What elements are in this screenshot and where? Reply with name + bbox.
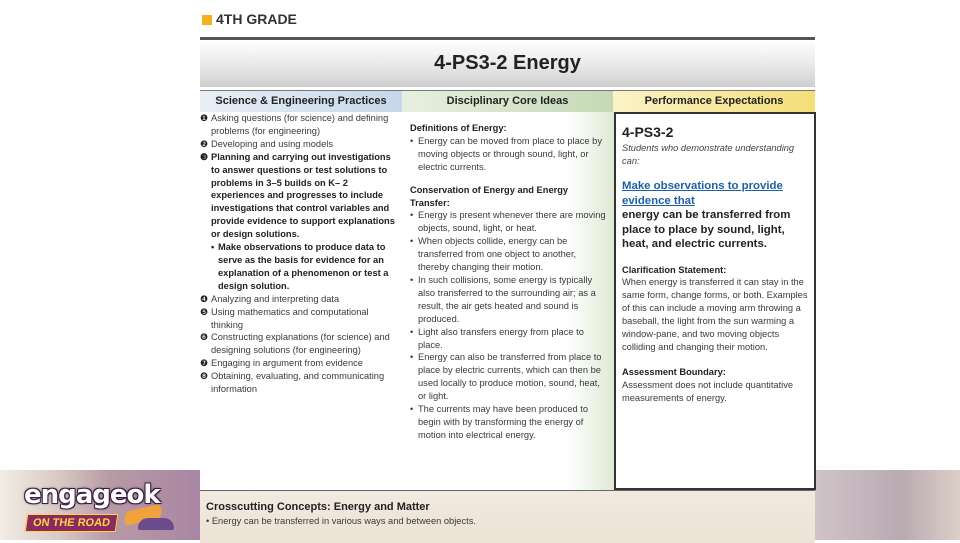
assessment-label: Assessment Boundary: bbox=[622, 366, 726, 377]
sep-item-number: ❼ bbox=[200, 358, 209, 369]
sep-item bbox=[200, 138, 402, 151]
dci-bullet bbox=[410, 326, 606, 352]
assessment-text: Assessment does not include quantitative measurements of energy. bbox=[622, 379, 794, 403]
bullet-icon: • bbox=[206, 516, 212, 526]
pe-expectation-text: energy can be transferred from place to place by sound, light, heat, and electric currents. bbox=[622, 209, 791, 250]
dci-bullet bbox=[410, 274, 606, 326]
logo-tagline: ON THE ROAD bbox=[25, 514, 119, 532]
sep-item bbox=[200, 370, 402, 396]
grade-square-icon bbox=[202, 15, 212, 25]
bullet-icon: • bbox=[410, 236, 414, 247]
sep-item-text: Asking questions (for science) and defining problems (for engineering) bbox=[211, 113, 389, 136]
sep-item-text: Using mathematics and computational thinking bbox=[211, 306, 369, 330]
bullet-icon: • bbox=[410, 404, 414, 415]
sep-item-text: Obtaining, evaluating, and communicating information bbox=[211, 371, 385, 395]
standards-document bbox=[200, 37, 815, 543]
pe-intro: Students who demonstrate understanding can: bbox=[622, 143, 795, 166]
pe-expectation-link[interactable]: Make observations to provide evidence that bbox=[622, 180, 783, 207]
sep-item-number: ❽ bbox=[200, 371, 209, 382]
sep-subitem bbox=[200, 241, 402, 293]
dci-definitions-heading: Definitions of Energy: bbox=[410, 123, 507, 133]
bullet-icon: • bbox=[410, 210, 414, 221]
dci-bullet-text: Energy can be moved from place to place by moving objects or through sound, light, or electric currents. bbox=[418, 135, 602, 172]
bullet-icon: • bbox=[410, 352, 414, 363]
bullet-icon: • bbox=[410, 326, 414, 337]
title-bar bbox=[200, 40, 815, 87]
dci-bullet-text: When objects collide, energy can be transferred from one object to another, thereby changing their motion. bbox=[418, 236, 577, 273]
dci-bullet bbox=[410, 351, 606, 403]
dci-bullet-text: Energy can also be transferred from place to place by electric currents, which can then be used locally to produce motion, sound, heat, or light. bbox=[418, 352, 602, 402]
pe-code: 4-PS3-2 bbox=[622, 124, 674, 140]
dci-bullet-text: In such collisions, some energy is typically also transferred to the surrounding air; as a result, the air gets heated and sound is produced. bbox=[418, 274, 596, 324]
logo-wave-shape bbox=[138, 518, 174, 530]
dci-bullet bbox=[410, 135, 606, 174]
sep-item bbox=[200, 331, 402, 357]
dci-bullet-text: Energy is present whenever there are moving objects, sound, light, or heat. bbox=[418, 210, 606, 234]
dci-bullet-text: The currents may have been produced to begin with by transforming the energy of motion into electrical energy. bbox=[418, 404, 589, 440]
sep-item-highlighted bbox=[200, 151, 402, 241]
sep-item bbox=[200, 112, 402, 138]
dci-bullet bbox=[410, 209, 606, 235]
pe-column bbox=[614, 112, 816, 490]
bullet-icon: • bbox=[410, 274, 414, 285]
sep-item-number: ❻ bbox=[200, 332, 209, 343]
sep-item-number: ❹ bbox=[200, 293, 209, 304]
dci-content bbox=[410, 122, 606, 442]
sep-item-number: ❶ bbox=[200, 113, 209, 123]
bullet-icon: • bbox=[410, 135, 414, 146]
crosscutting-section bbox=[200, 491, 815, 543]
sep-item-text: Analyzing and interpreting data bbox=[211, 293, 340, 304]
sep-item bbox=[200, 293, 402, 306]
dci-column-header: Disciplinary Core Ideas bbox=[402, 90, 613, 113]
crosscutting-bullet bbox=[206, 516, 476, 526]
pe-content bbox=[622, 123, 808, 405]
sep-list bbox=[200, 112, 402, 396]
engageok-logo bbox=[20, 478, 180, 536]
dci-bullet bbox=[410, 235, 606, 274]
logo-wordmark: engageok bbox=[24, 480, 160, 510]
clarification-text: When energy is transferred it can stay in the same form, change forms, or both. Examples of this can include a moving arm throwing a baseball, the light from the sun warming a window-pane, and two moving objects colliding and changing their motion. bbox=[622, 277, 808, 352]
crosscutting-title: Crosscutting Concepts: Energy and Matter bbox=[206, 501, 430, 513]
grade-label: 4TH GRADE bbox=[216, 11, 297, 27]
sep-column-header: Science & Engineering Practices bbox=[200, 90, 402, 113]
sep-item bbox=[200, 306, 402, 332]
dci-conservation-heading: Conservation of Energy and Energy Transfer: bbox=[410, 184, 569, 208]
decorative-band-right bbox=[815, 470, 960, 540]
bullet-icon: • bbox=[211, 242, 215, 253]
sep-column bbox=[200, 112, 403, 490]
sep-item-text: Constructing explanations (for science) and designing solutions (for engineering) bbox=[211, 332, 390, 356]
sep-item-number: ❷ bbox=[200, 138, 209, 149]
sep-item-text: Planning and carrying out investigations to answer questions or test solutions to problems in 3–5 builds on K– 2 experiences and progresses to include investigations that control variables and provide evidence to support explanations or design solutions. bbox=[211, 151, 395, 240]
dci-bullet-text: Light also transfers energy from place to place. bbox=[418, 326, 584, 350]
pe-column-header: Performance Expectations bbox=[613, 90, 815, 113]
sep-item-text: Developing and using models bbox=[211, 138, 333, 149]
sep-item bbox=[200, 357, 402, 370]
dci-bullet bbox=[410, 403, 606, 442]
sep-item-text: Engaging in argument from evidence bbox=[211, 358, 363, 369]
clarification-label: Clarification Statement: bbox=[622, 264, 727, 275]
crosscutting-bullet-text: Energy can be transferred in various ways and between objects. bbox=[211, 516, 476, 526]
sep-item-number: ❺ bbox=[200, 306, 209, 317]
dci-column bbox=[402, 112, 614, 490]
sep-item-number: ❸ bbox=[200, 151, 209, 162]
sep-subitem-text: Make observations to produce data to serve as the basis for evidence for an explanation of a phenomenon or test a design solution. bbox=[218, 242, 389, 291]
standard-title: 4-PS3-2 Energy bbox=[434, 52, 581, 74]
